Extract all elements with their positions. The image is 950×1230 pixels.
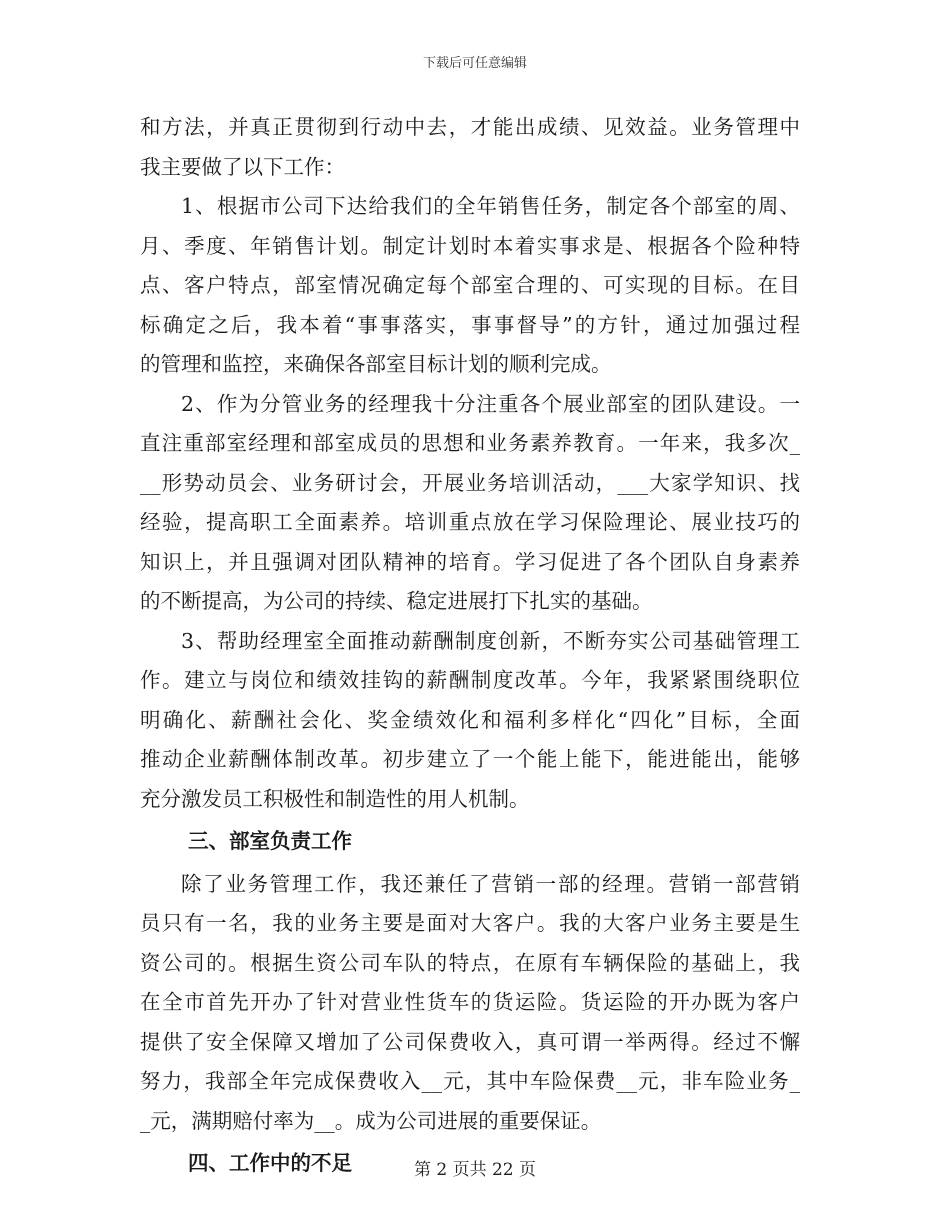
- text-line: 充分激发员工积极性和制造性的用人机制。: [140, 786, 530, 811]
- text-line: 知识上，并且强调对团队精神的培育。学习促进了各个团队自身素养: [140, 549, 800, 574]
- text-line: 除了业务管理工作，我还兼任了营销一部的经理。营销一部营销: [181, 871, 800, 896]
- text-line: 月、季度、年销售计划。制定计划时本着实事求是、根据各个险种特: [140, 233, 800, 258]
- document-body: [140, 108, 800, 1187]
- text-line: 员只有一名，我的业务主要是面对大客户。我的大客户业务主要是生: [140, 911, 800, 935]
- text-line: 作。建立与岗位和绩效挂钩的薪酬制度改革。今年，我紧紧围绕职位: [140, 668, 800, 692]
- text-line: 和方法，并真正贯彻到行动中去，才能出成绩、见效益。业务管理中: [140, 115, 800, 139]
- text-line: 点、客户特点，部室情况确定每个部室合理的、可实现的目标。在目: [140, 273, 800, 297]
- text-line: 我主要做了以下工作：: [140, 154, 345, 179]
- text-line: 直注重部室经理和部室成员的思想和业务素养教育。一年来，我多次_: [140, 431, 800, 455]
- text-line: 的不断提高，为公司的持续、稳定进展打下扎实的基础。: [140, 589, 653, 613]
- text-line: 3、帮助经理室全面推动薪酬制度创新，不断夯实公司基础管理工: [181, 628, 800, 653]
- text-line: 提供了安全保障又增加了公司保费收入，真可谓一举两得。经过不懈: [140, 1029, 800, 1054]
- text-line: 明确化、薪酬社会化、奖金绩效化和福利多样化“四化”目标，全面: [140, 707, 800, 732]
- text-line: _元，满期赔付率为__。成为公司进展的重要保证。: [140, 1108, 602, 1133]
- text-line: 资公司的。根据生资公司车队的特点，在原有车辆保险的基础上，我: [140, 950, 800, 975]
- text-line: __形势动员会、业务研讨会，开展业务培训活动，___大家学知识、找: [140, 470, 800, 495]
- page-number: 第 2 页共 22 页: [413, 1160, 537, 1180]
- section-heading: 三、部室负责工作: [188, 829, 352, 853]
- text-line: 经验，提高职工全面素养。培训重点放在学习保险理论、展业技巧的: [140, 510, 800, 534]
- text-line: 努力，我部全年完成保费收入__元，其中车险保费__元，非车险业务_: [140, 1069, 800, 1093]
- text-line: 在全市首先开办了针对营业性货车的货运险。货运险的开办既为客户: [140, 990, 800, 1014]
- page-header: 下载后可任意编辑: [422, 56, 527, 71]
- text-line: 推动企业薪酬体制改革。初步建立了一个能上能下，能进能出，能够: [140, 747, 800, 771]
- text-line: 2、作为分管业务的经理我十分注重各个展业部室的团队建设。一: [181, 391, 800, 416]
- text-line: 的管理和监控，来确保各部室目标计划的顺利完成。: [140, 352, 612, 376]
- text-line: 标确定之后，我本着“事事落实，事事督导”的方针，通过加强过程: [140, 312, 800, 337]
- section-heading: 四、工作中的不足: [188, 1151, 352, 1175]
- text-line: 1、根据市公司下达给我们的全年销售任务，制定各个部室的周、: [181, 194, 800, 218]
